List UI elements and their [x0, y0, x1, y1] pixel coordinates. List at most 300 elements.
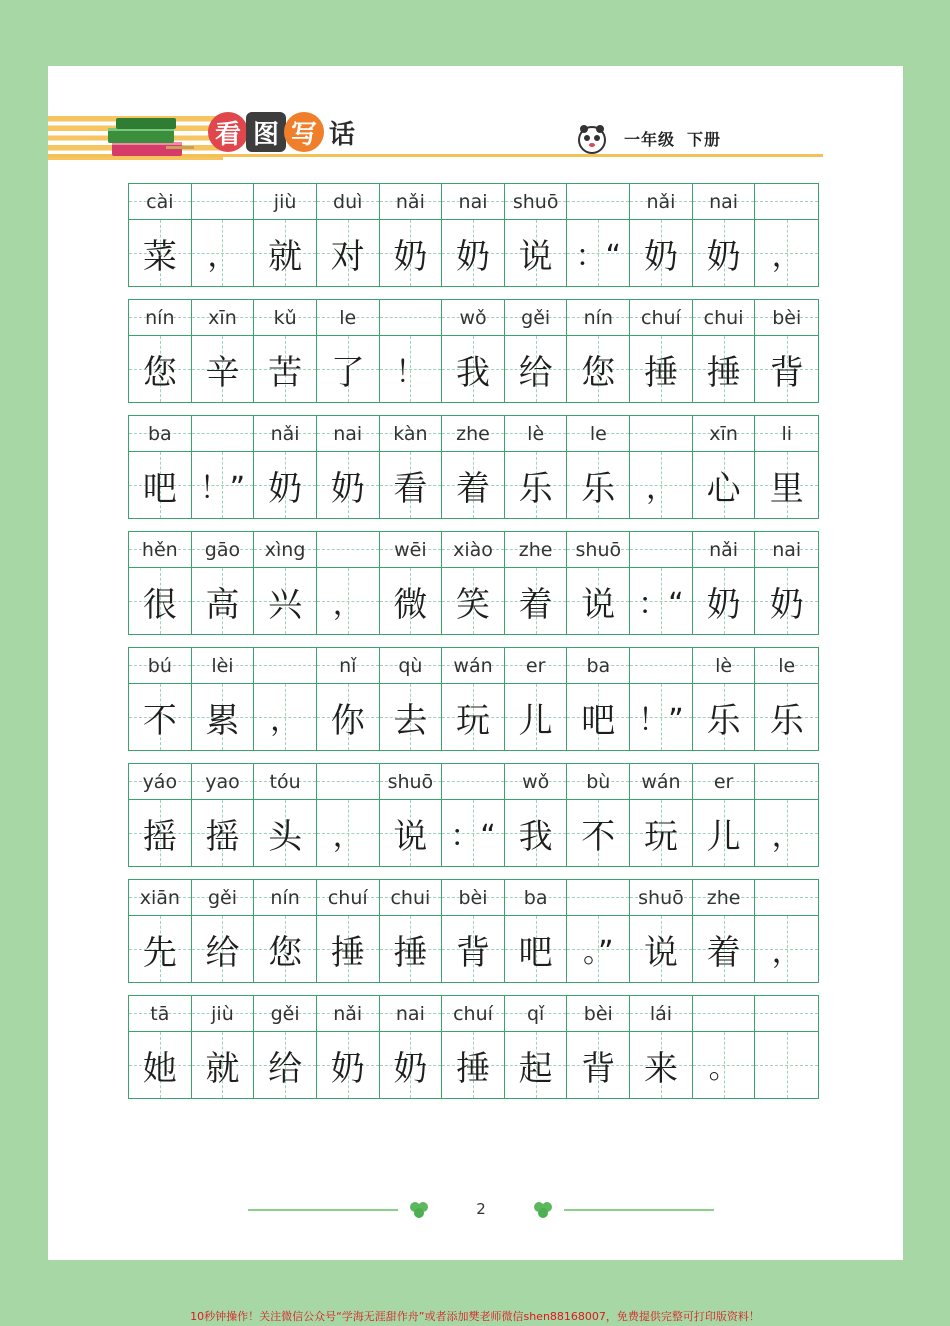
- grid-cell: [693, 648, 756, 750]
- pinyin-box: [380, 880, 442, 916]
- hanzi-text: 我: [456, 352, 491, 393]
- pinyin-box: [567, 648, 629, 684]
- pinyin-box: [442, 300, 504, 336]
- pinyin-text: wǒ: [459, 306, 487, 329]
- grid-cell: [129, 996, 192, 1098]
- grid-cell: [755, 532, 818, 634]
- grid-cell: [630, 184, 693, 286]
- hanzi-box: [192, 452, 254, 518]
- hanzi-text: 给: [518, 352, 553, 393]
- pinyin-box: [317, 300, 379, 336]
- hanzi-box: [380, 800, 442, 866]
- grid-cell: [505, 996, 568, 1098]
- hanzi-box: [380, 452, 442, 518]
- grid-cell: [192, 532, 255, 634]
- hanzi-box: [442, 916, 504, 982]
- pinyin-text: nǐ: [339, 654, 357, 677]
- pinyin-text: chuí: [327, 886, 368, 909]
- pinyin-box: [442, 648, 504, 684]
- pinyin-text: chuí: [453, 1002, 493, 1025]
- pinyin-text: nǎi: [333, 1002, 363, 1025]
- hanzi-box: [505, 684, 567, 750]
- hanzi-text: 对: [330, 236, 365, 277]
- pinyin-text: xìng: [264, 538, 306, 561]
- title-char-4: 话: [328, 119, 355, 150]
- hanzi-text: 给: [205, 932, 240, 973]
- hanzi-box: [630, 336, 692, 402]
- hanzi-box: [693, 452, 755, 518]
- hanzi-text: 背: [456, 932, 491, 973]
- hanzi-box: [192, 568, 254, 634]
- hanzi-box: [129, 916, 191, 982]
- pinyin-text: shuō: [575, 538, 622, 561]
- punctuation-text: ，: [207, 239, 238, 274]
- grid-cell: [129, 184, 192, 286]
- grid-cell: [380, 416, 443, 518]
- hanzi-box: [317, 800, 379, 866]
- grid-cell: [442, 532, 505, 634]
- grid-cell: [630, 880, 693, 982]
- pinyin-box: [129, 416, 191, 452]
- hanzi-box: [380, 568, 442, 634]
- grid-cell: [630, 532, 693, 634]
- hanzi-box: [380, 1032, 442, 1098]
- pinyin-box: [254, 184, 316, 220]
- clover-icon: [532, 1200, 554, 1220]
- pinyin-box: [380, 764, 442, 800]
- pinyin-box: [567, 532, 629, 568]
- grid-cell: [380, 996, 443, 1098]
- pinyin-box: [129, 764, 191, 800]
- grid-row: [128, 647, 819, 751]
- grid-cell: [630, 764, 693, 866]
- hanzi-box: [630, 568, 692, 634]
- punctuation-text: ，: [332, 587, 363, 622]
- hanzi-text: 吧: [142, 468, 177, 509]
- hanzi-box: [755, 220, 818, 286]
- pinyin-text: nín: [145, 306, 175, 329]
- title-char-1: 看: [208, 112, 248, 152]
- pinyin-box: [129, 532, 191, 568]
- pinyin-text: nai: [458, 190, 488, 213]
- hanzi-box: [317, 1032, 379, 1098]
- hanzi-text: 里: [769, 468, 804, 509]
- hanzi-text: 了: [330, 352, 365, 393]
- pinyin-box: [442, 532, 504, 568]
- hanzi-text: 就: [205, 1048, 240, 1089]
- pinyin-text: hěn: [141, 538, 178, 561]
- hanzi-text: 玩: [456, 700, 491, 741]
- grid-cell: [567, 416, 630, 518]
- pinyin-text: nǎi: [709, 538, 739, 561]
- grid-cell: [254, 764, 317, 866]
- grid-cell: [693, 300, 756, 402]
- hanzi-box: [254, 916, 316, 982]
- pinyin-box: [254, 764, 316, 800]
- hanzi-box: [567, 336, 629, 402]
- pinyin-text: bèi: [583, 1002, 613, 1025]
- hanzi-text: 奶: [268, 468, 303, 509]
- grid-cell: [693, 532, 756, 634]
- grid-cell: [317, 880, 380, 982]
- hanzi-text: 辛: [205, 352, 240, 393]
- pinyin-text: nai: [395, 1002, 425, 1025]
- grid-cell: [380, 764, 443, 866]
- pinyin-box: [442, 416, 504, 452]
- pinyin-text: ba: [147, 422, 172, 445]
- grid-cell: [630, 416, 693, 518]
- pinyin-text: er: [713, 770, 734, 793]
- hanzi-text: 很: [142, 584, 177, 625]
- pinyin-box: [630, 184, 692, 220]
- pinyin-box: [129, 184, 191, 220]
- pinyin-text: xīn: [709, 422, 738, 445]
- pinyin-box: [192, 996, 254, 1032]
- grid-cell: [317, 532, 380, 634]
- pinyin-text: ba: [523, 886, 548, 909]
- grid-cell: [380, 880, 443, 982]
- books-icon: [106, 116, 196, 162]
- pinyin-text: kàn: [393, 422, 428, 445]
- grid-cell: [254, 880, 317, 982]
- hanzi-text: 奶: [393, 1048, 428, 1089]
- hanzi-text: 说: [643, 932, 678, 973]
- hanzi-text: 给: [268, 1048, 303, 1089]
- grid-cell: [567, 996, 630, 1098]
- pinyin-box: [630, 532, 692, 568]
- hanzi-box: [254, 336, 316, 402]
- bottom-note: 10秒钟操作！关注微信公众号“学海无涯甜作舟”或者添加樊老师微信shen88168007，免费提供完整可打印版资料！: [190, 1310, 760, 1323]
- grid-cell: [442, 300, 505, 402]
- pinyin-box: [317, 648, 379, 684]
- pinyin-box: [505, 300, 567, 336]
- grid-cell: [192, 764, 255, 866]
- pinyin-box: [505, 764, 567, 800]
- pinyin-box: [380, 300, 442, 336]
- grid-cell: [129, 416, 192, 518]
- punctuation-text: ，: [645, 471, 676, 506]
- pinyin-text: xiān: [139, 886, 180, 909]
- grid-cell: [505, 184, 568, 286]
- hanzi-box: [630, 916, 692, 982]
- grid-cell: [254, 648, 317, 750]
- grid-cell: [129, 648, 192, 750]
- hanzi-box: [567, 1032, 629, 1098]
- hanzi-text: 捶: [330, 932, 365, 973]
- pinyin-text: zhe: [518, 538, 553, 561]
- footer-line-right: [564, 1209, 714, 1211]
- hanzi-text: 你: [330, 700, 365, 741]
- hanzi-text: 说: [393, 816, 428, 857]
- hanzi-text: 头: [268, 816, 303, 857]
- hanzi-box: [442, 1032, 504, 1098]
- pinyin-text: lái: [649, 1002, 673, 1025]
- hanzi-text: 捶: [706, 352, 741, 393]
- hanzi-box: [442, 336, 504, 402]
- pinyin-text: jiù: [273, 190, 297, 213]
- grid-row: [128, 879, 819, 983]
- hanzi-text: 兴: [268, 584, 303, 625]
- hanzi-text: 微: [393, 584, 428, 625]
- hanzi-text: 去: [393, 700, 428, 741]
- hanzi-text: 着: [518, 584, 553, 625]
- pinyin-box: [630, 764, 692, 800]
- hanzi-box: [254, 452, 316, 518]
- pinyin-text: xīn: [208, 306, 237, 329]
- pinyin-box: [317, 880, 379, 916]
- punctuation-text: ！”: [638, 703, 684, 738]
- hanzi-text: 奶: [330, 1048, 365, 1089]
- pinyin-text: yao: [205, 770, 240, 793]
- hanzi-box: [254, 684, 316, 750]
- pinyin-text: lè: [715, 654, 733, 677]
- pinyin-box: [693, 996, 755, 1032]
- title-char-2: 图: [246, 112, 286, 152]
- pinyin-text: wǒ: [522, 770, 550, 793]
- punctuation-text: ：“: [450, 819, 496, 854]
- hanzi-box: [755, 916, 818, 982]
- punctuation-text: ：“: [575, 239, 622, 274]
- grid-cell: [755, 300, 818, 402]
- hanzi-box: [693, 684, 755, 750]
- hanzi-text: 来: [643, 1048, 678, 1089]
- hanzi-text: 奶: [706, 236, 741, 277]
- hanzi-text: 吧: [518, 932, 553, 973]
- grid-row: [128, 183, 819, 287]
- hanzi-box: [755, 684, 818, 750]
- hanzi-text: 起: [518, 1048, 553, 1089]
- pinyin-box: [755, 532, 818, 568]
- pinyin-box: [192, 648, 254, 684]
- grid-cell: [567, 184, 630, 286]
- grid-cell: [505, 880, 568, 982]
- grid-cell: [254, 996, 317, 1098]
- hanzi-box: [129, 684, 191, 750]
- pinyin-box: [129, 300, 191, 336]
- hanzi-text: 摇: [205, 816, 240, 857]
- pinyin-box: [693, 532, 755, 568]
- grid-cell: [380, 648, 443, 750]
- grid-cell: [567, 880, 630, 982]
- pinyin-box: [317, 416, 379, 452]
- grid-cell: [129, 764, 192, 866]
- grid-cell: [442, 880, 505, 982]
- pinyin-box: [380, 996, 442, 1032]
- hanzi-text: 奶: [643, 236, 678, 277]
- hanzi-box: [129, 800, 191, 866]
- pinyin-box: [254, 300, 316, 336]
- pinyin-text: tā: [150, 1002, 170, 1025]
- hanzi-box: [380, 220, 442, 286]
- grid-cell: [442, 648, 505, 750]
- pinyin-box: [755, 880, 818, 916]
- pinyin-box: [192, 532, 254, 568]
- pinyin-text: li: [781, 422, 792, 445]
- page-header: [48, 106, 828, 166]
- hanzi-box: [192, 800, 254, 866]
- pinyin-box: [630, 416, 692, 452]
- page-number: 2: [476, 1200, 486, 1218]
- hanzi-box: [380, 336, 442, 402]
- grid-cell: [192, 184, 255, 286]
- pinyin-box: [693, 184, 755, 220]
- pinyin-text: nín: [270, 886, 300, 909]
- grid-cell: [317, 648, 380, 750]
- pinyin-box: [693, 300, 755, 336]
- grid-cell: [755, 184, 818, 286]
- grid-cell: [755, 764, 818, 866]
- pinyin-box: [567, 764, 629, 800]
- pinyin-text: bú: [147, 654, 172, 677]
- punctuation-text: 。: [708, 1051, 739, 1086]
- hanzi-text: 摇: [142, 816, 177, 857]
- section-title: [208, 112, 360, 152]
- hanzi-text: 笑: [456, 584, 491, 625]
- hanzi-box: [317, 220, 379, 286]
- grid-cell: [505, 300, 568, 402]
- pinyin-box: [505, 416, 567, 452]
- punctuation-text: ，: [771, 935, 802, 970]
- pinyin-text: gěi: [207, 886, 237, 909]
- pinyin-text: wán: [453, 654, 493, 677]
- grid-cell: [567, 648, 630, 750]
- grid-cell: [317, 184, 380, 286]
- grid-cell: [442, 996, 505, 1098]
- pinyin-text: zhe: [706, 886, 741, 909]
- pinyin-text: nín: [583, 306, 613, 329]
- hanzi-box: [254, 568, 316, 634]
- hanzi-box: [693, 916, 755, 982]
- hanzi-box: [380, 916, 442, 982]
- pinyin-text: gāo: [204, 538, 241, 561]
- pinyin-box: [442, 764, 504, 800]
- hanzi-box: [505, 916, 567, 982]
- grid-cell: [505, 416, 568, 518]
- hanzi-text: 儿: [706, 816, 741, 857]
- grid-cell: [505, 648, 568, 750]
- pinyin-text: kǔ: [273, 306, 297, 329]
- punctuation-text: ！: [395, 355, 426, 390]
- pinyin-text: duì: [333, 190, 363, 213]
- hanzi-box: [505, 220, 567, 286]
- grid-row: [128, 531, 819, 635]
- hanzi-box: [693, 568, 755, 634]
- hanzi-text: 背: [581, 1048, 616, 1089]
- grid-cell: [505, 532, 568, 634]
- grid-cell: [129, 532, 192, 634]
- pinyin-box: [567, 996, 629, 1032]
- hanzi-box: [192, 1032, 254, 1098]
- hanzi-box: [567, 916, 629, 982]
- grid-cell: [693, 880, 756, 982]
- pinyin-text: bèi: [458, 886, 488, 909]
- hanzi-text: 奶: [706, 584, 741, 625]
- punctuation-text: ！”: [199, 471, 246, 506]
- hanzi-text: 先: [142, 932, 177, 973]
- pinyin-box: [630, 996, 692, 1032]
- hanzi-text: 着: [456, 468, 491, 509]
- hanzi-box: [317, 568, 379, 634]
- hanzi-box: [630, 452, 692, 518]
- tianzige-grid: [128, 183, 819, 1111]
- grid-cell: [567, 300, 630, 402]
- pinyin-box: [442, 996, 504, 1032]
- pinyin-box: [567, 416, 629, 452]
- grid-cell: [693, 416, 756, 518]
- grid-cell: [192, 996, 255, 1098]
- pinyin-text: yáo: [142, 770, 178, 793]
- hanzi-box: [755, 800, 818, 866]
- pinyin-text: gěi: [270, 1002, 300, 1025]
- hanzi-box: [254, 1032, 316, 1098]
- hanzi-text: 奶: [393, 236, 428, 277]
- pinyin-text: shuō: [387, 770, 434, 793]
- pinyin-text: nai: [333, 422, 363, 445]
- pinyin-box: [755, 648, 818, 684]
- hanzi-text: 捶: [456, 1048, 491, 1089]
- hanzi-text: 您: [268, 932, 303, 973]
- pinyin-text: bù: [586, 770, 611, 793]
- pinyin-box: [567, 300, 629, 336]
- pinyin-text: nai: [772, 538, 802, 561]
- pinyin-box: [192, 416, 254, 452]
- hanzi-box: [129, 220, 191, 286]
- pinyin-text: nǎi: [270, 422, 300, 445]
- pinyin-text: tóu: [269, 770, 301, 793]
- hanzi-text: 您: [581, 352, 616, 393]
- pinyin-box: [380, 648, 442, 684]
- worksheet-page: [48, 66, 903, 1260]
- hanzi-text: 说: [518, 236, 553, 277]
- pinyin-box: [505, 184, 567, 220]
- hanzi-box: [567, 220, 629, 286]
- pinyin-box: [755, 416, 818, 452]
- grid-cell: [380, 300, 443, 402]
- grade-text: 一年级: [624, 129, 676, 149]
- pinyin-box: [380, 184, 442, 220]
- pinyin-text: qǐ: [526, 1002, 545, 1025]
- hanzi-box: [567, 800, 629, 866]
- punctuation-text: ，: [270, 703, 301, 738]
- pinyin-box: [442, 880, 504, 916]
- hanzi-box: [567, 684, 629, 750]
- pinyin-text: er: [525, 654, 546, 677]
- pinyin-box: [755, 764, 818, 800]
- pinyin-box: [693, 648, 755, 684]
- grid-cell: [755, 880, 818, 982]
- grid-cell: [192, 416, 255, 518]
- hanzi-box: [505, 800, 567, 866]
- grid-cell: [192, 300, 255, 402]
- pinyin-box: [755, 300, 818, 336]
- title-char-3: 写: [284, 112, 324, 152]
- hanzi-text: 累: [205, 700, 240, 741]
- hanzi-box: [693, 1032, 755, 1098]
- pinyin-text: le: [778, 654, 796, 677]
- hanzi-box: [129, 568, 191, 634]
- hanzi-box: [567, 568, 629, 634]
- pinyin-box: [630, 300, 692, 336]
- hanzi-box: [505, 568, 567, 634]
- grid-cell: [567, 764, 630, 866]
- hanzi-box: [192, 336, 254, 402]
- hanzi-box: [192, 684, 254, 750]
- hanzi-text: 捶: [643, 352, 678, 393]
- pinyin-text: gěi: [521, 306, 551, 329]
- hanzi-text: 不: [581, 816, 616, 857]
- pinyin-box: [317, 532, 379, 568]
- pinyin-box: [380, 416, 442, 452]
